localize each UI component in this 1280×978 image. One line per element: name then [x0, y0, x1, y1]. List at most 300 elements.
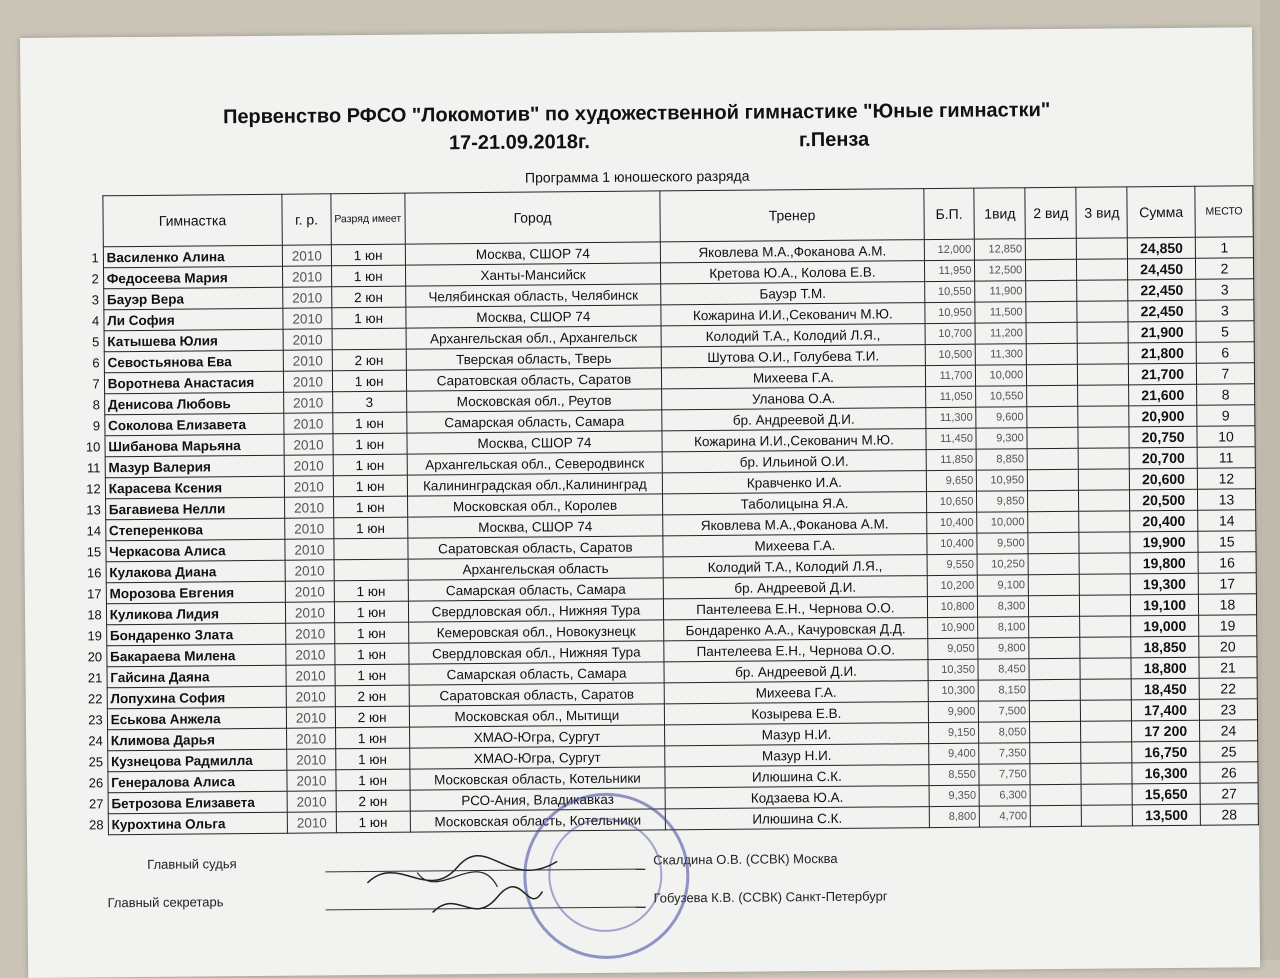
cell-name: Бакараева Милена — [107, 644, 287, 667]
cell-sum: 18,850 — [1131, 636, 1199, 658]
cell-num: 23 — [88, 711, 103, 727]
cell-place: 25 — [1200, 741, 1258, 763]
cell-city: ХМАО-Югра, Сургут — [409, 746, 665, 769]
cell-bp: 11,850 — [926, 449, 977, 470]
cell-v3 — [1081, 700, 1132, 721]
cell-v3 — [1079, 532, 1130, 553]
cell-v2 — [1030, 700, 1081, 721]
cell-sum: 20,600 — [1130, 468, 1198, 490]
cell-name: Черкасова Алиса — [106, 539, 286, 562]
cell-city: Московская обл., Реутов — [406, 389, 662, 412]
cell-coach: Мазур Н.И. — [665, 723, 928, 746]
cell-v3 — [1081, 763, 1132, 784]
cell-v1: 8,150 — [979, 680, 1030, 701]
cell-num: 21 — [87, 669, 103, 685]
cell-v1: 11,900 — [975, 281, 1026, 302]
cell-v3 — [1078, 427, 1129, 448]
cell-city: Московская обл., Мытищи — [409, 704, 665, 727]
cell-yr: 2010 — [285, 497, 334, 518]
cell-num: 27 — [88, 795, 104, 811]
cell-name: Генералова Алиса — [108, 770, 288, 793]
cell-yr: 2010 — [285, 476, 334, 497]
cell-v1: 9,300 — [976, 428, 1027, 449]
cell-coach: Мазур Н.И. — [665, 744, 928, 767]
col-year: г. р. — [282, 194, 331, 245]
event-city: г.Пенза — [798, 128, 870, 152]
cell-bp: 10,700 — [925, 323, 976, 344]
cell-num: 8 — [92, 396, 100, 412]
cell-sum: 19,900 — [1130, 531, 1198, 553]
cell-name: Курохтина Ольга — [108, 812, 288, 835]
table-body — [80, 237, 1259, 835]
cell-name: Бауэр Вера — [103, 287, 283, 310]
cell-v1: 7,750 — [979, 764, 1030, 785]
cell-yr: 2010 — [283, 245, 332, 266]
cell-sum: 17 200 — [1132, 720, 1200, 742]
cell-num: 5 — [92, 333, 100, 349]
cell-v2 — [1030, 742, 1081, 763]
cell-place: 11 — [1197, 447, 1255, 469]
cell-name: Кузнецова Радмилла — [107, 749, 287, 772]
cell-bp: 10,400 — [926, 512, 977, 533]
cell-rank: 1 юн — [335, 727, 409, 749]
chief-secretary-name: Гобузева К.В. (ССВК) Санкт-Петербург — [653, 888, 888, 906]
cell-sum: 19,300 — [1131, 573, 1199, 595]
cell-v3 — [1077, 301, 1128, 322]
cell-v3 — [1078, 385, 1129, 406]
cell-rank: 1 юн — [333, 412, 407, 434]
cell-v1: 9,500 — [977, 533, 1028, 554]
cell-bp: 11,450 — [926, 428, 977, 449]
col-name: Гимнастка — [103, 194, 283, 247]
cell-place: 28 — [1200, 804, 1258, 826]
results-sheet — [20, 27, 1260, 978]
cell-bp: 11,950 — [924, 260, 975, 281]
cell-yr: 2010 — [286, 686, 335, 707]
cell-v3 — [1078, 448, 1129, 469]
cell-v2 — [1028, 553, 1079, 574]
cell-v2 — [1028, 574, 1079, 595]
cell-v3 — [1080, 637, 1131, 658]
cell-bp: 10,200 — [927, 575, 978, 596]
cell-city: Московская область, Котельники — [410, 767, 666, 790]
cell-yr: 2010 — [287, 749, 336, 770]
cell-num: 26 — [88, 774, 104, 790]
cell-v2 — [1029, 616, 1080, 637]
cell-city: ХМАО-Югра, Сургут — [409, 725, 665, 748]
cell-place: 17 — [1198, 573, 1256, 595]
cell-v3 — [1079, 511, 1130, 532]
cell-v1: 8,100 — [978, 617, 1029, 638]
cell-place: 13 — [1197, 489, 1255, 511]
cell-city: Свердловская обл., Нижняя Тура — [408, 599, 664, 622]
cell-rank: 1 юн — [333, 517, 407, 539]
cell-city: Московская обл., Королев — [407, 494, 663, 517]
cell-sum: 15,650 — [1132, 783, 1200, 805]
cell-coach: Илюшина С.К. — [666, 807, 929, 830]
cell-coach: Шутова О.И., Голубева Т.И. — [662, 345, 925, 368]
cell-rank: 2 юн — [335, 685, 409, 707]
cell-bp: 11,700 — [925, 365, 976, 386]
cell-name: Куликова Лидия — [106, 602, 286, 625]
cell-yr: 2010 — [284, 371, 333, 392]
cell-bp: 11,300 — [925, 407, 976, 428]
cell-v2 — [1027, 448, 1078, 469]
cell-num: 17 — [87, 585, 102, 601]
cell-coach: Кодзаева Ю.А. — [665, 786, 928, 809]
cell-v1: 8,850 — [977, 449, 1028, 470]
cell-place: 23 — [1199, 699, 1257, 721]
cell-coach: бр. Андреевой Д.И. — [662, 408, 925, 431]
cell-sum: 18,800 — [1131, 657, 1199, 679]
cell-sum: 20,400 — [1130, 510, 1198, 532]
wall-background — [1260, 0, 1280, 960]
cell-v1: 10,250 — [977, 554, 1028, 575]
cell-name: Кулакова Диана — [106, 560, 286, 583]
cell-city: Московская область, Котельники — [410, 809, 666, 832]
cell-v2 — [1026, 343, 1077, 364]
cell-v2 — [1030, 721, 1081, 742]
cell-v3 — [1079, 553, 1130, 574]
chief-secretary-label: Главный секретарь — [107, 894, 224, 911]
cell-v1: 9,800 — [978, 638, 1029, 659]
cell-coach: Михеева Г.А. — [663, 534, 926, 557]
chief-judge-name: Скалдина О.В. (ССВК) Москва — [653, 850, 838, 868]
cell-sum: 22,450 — [1128, 279, 1196, 301]
cell-coach: бр. Андреевой Д.И. — [664, 660, 927, 683]
document-title: Первенство РФСО "Локомотив" по художественной гимнастике "Юные гимнастки" — [222, 99, 1051, 129]
cell-v3 — [1080, 658, 1131, 679]
cell-coach: Илюшина С.К. — [665, 765, 928, 788]
cell-num: 4 — [91, 312, 100, 328]
cell-coach: Кретова Ю.А., Колова Е.В. — [661, 261, 924, 284]
cell-sum: 20,750 — [1129, 426, 1197, 448]
event-date: 17-21.09.2018г. — [448, 131, 590, 155]
cell-sum: 17,400 — [1132, 699, 1200, 721]
cell-rank: 1 юн — [331, 244, 405, 266]
cell-yr: 2010 — [283, 308, 332, 329]
col-bp: Б.П. — [923, 188, 974, 239]
cell-num: 12 — [86, 480, 101, 496]
cell-yr: 2010 — [286, 644, 335, 665]
results-table — [79, 185, 1259, 835]
cell-num: 18 — [87, 606, 102, 622]
cell-city: Архангельская область — [408, 557, 664, 580]
cell-rank: 1 юн — [333, 454, 407, 476]
cell-rank: 2 юн — [331, 286, 405, 308]
cell-v1: 8,050 — [979, 722, 1030, 743]
cell-yr: 2010 — [284, 455, 333, 476]
cell-sum: 16,300 — [1132, 762, 1200, 784]
cell-city: Калининградская обл.,Калининград — [407, 473, 663, 496]
cell-place: 6 — [1196, 342, 1254, 364]
cell-yr: 2010 — [287, 728, 336, 749]
cell-yr: 2010 — [283, 287, 332, 308]
cell-v3 — [1080, 679, 1131, 700]
cell-yr: 2010 — [284, 434, 333, 455]
cell-city: Тверская область, Тверь — [406, 347, 662, 370]
cell-coach: Колодий Т.А., Колодий Л.Я., — [663, 555, 926, 578]
cell-bp: 10,650 — [926, 491, 977, 512]
cell-num: 28 — [89, 816, 104, 832]
cell-bp: 12,000 — [924, 239, 975, 260]
cell-place: 7 — [1196, 363, 1254, 385]
cell-v1: 10,000 — [977, 512, 1028, 533]
cell-yr: 2010 — [286, 602, 335, 623]
cell-num: 19 — [87, 627, 102, 643]
cell-v3 — [1077, 238, 1128, 259]
col-v2: 2 вид — [1025, 187, 1077, 238]
cell-num: 10 — [85, 438, 101, 454]
cell-place: 9 — [1197, 405, 1255, 427]
cell-v2 — [1026, 301, 1077, 322]
cell-city: Свердловская обл., Нижняя Тура — [408, 641, 664, 664]
cell-v1: 8,450 — [978, 659, 1029, 680]
cell-name: Мазур Валерия — [105, 455, 285, 478]
cell-bp: 9,900 — [928, 701, 979, 722]
cell-coach: Колодий Т.А., Колодий Л.Я., — [661, 324, 924, 347]
cell-coach: Кравченко И.А. — [663, 471, 926, 494]
cell-rank: 1 юн — [335, 748, 409, 770]
cell-num: 3 — [91, 291, 100, 307]
cell-place: 3 — [1196, 279, 1254, 301]
col-city: Город — [404, 191, 660, 244]
cell-sum: 20,700 — [1129, 447, 1197, 469]
cell-v2 — [1028, 532, 1079, 553]
cell-v3 — [1081, 784, 1132, 805]
cell-bp: 9,050 — [927, 638, 978, 659]
cell-place: 20 — [1199, 636, 1257, 658]
cell-place: 3 — [1196, 300, 1254, 322]
cell-sum: 16,750 — [1132, 741, 1200, 763]
cell-num: 7 — [92, 375, 100, 391]
cell-place: 8 — [1196, 384, 1254, 406]
cell-yr: 2010 — [287, 791, 336, 812]
cell-num: 22 — [87, 690, 103, 706]
cell-city: Москва, СШОР 74 — [405, 305, 661, 328]
cell-v2 — [1030, 763, 1081, 784]
cell-v3 — [1077, 322, 1128, 343]
cell-coach: Уланова О.А. — [662, 387, 925, 410]
cell-coach: Кожарина И.И.,Секованич М.Ю. — [661, 303, 924, 326]
cell-v1: 6,300 — [979, 785, 1030, 806]
cell-v1: 8,300 — [978, 596, 1029, 617]
cell-num: 2 — [91, 270, 99, 286]
cell-name: Воротнева Анастасия — [104, 371, 284, 394]
cell-sum: 20,900 — [1129, 405, 1197, 427]
cell-coach: бр. Ильиной О.И. — [662, 450, 925, 473]
cell-num: 14 — [86, 522, 102, 538]
cell-place: 15 — [1198, 531, 1256, 553]
cell-name: Багавиева Нелли — [105, 497, 285, 520]
cell-rank: 1 юн — [332, 370, 406, 392]
cell-name: Катышева Юлия — [104, 329, 284, 352]
cell-city: Самарская область, Самара — [408, 578, 664, 601]
cell-coach: Бондаренко А.А., Качуровская Д.Д. — [664, 618, 927, 641]
cell-bp: 10,950 — [924, 302, 975, 323]
cell-v2 — [1028, 469, 1079, 490]
cell-sum: 21,900 — [1128, 321, 1196, 343]
cell-num: 15 — [86, 543, 102, 559]
cell-coach: Пантелеева Е.Н., Чернова О.О. — [664, 639, 927, 662]
results-table-wrapper — [79, 185, 1259, 835]
col-v1: 1вид — [974, 188, 1025, 239]
cell-place: 1 — [1195, 237, 1253, 259]
cell-place: 5 — [1196, 321, 1254, 343]
cell-v3 — [1079, 469, 1130, 490]
cell-v2 — [1026, 238, 1077, 259]
cell-city: Ханты-Мансийск — [405, 263, 661, 286]
cell-name: Шибанова Марьяна — [105, 434, 285, 457]
cell-name: Севостьянова Ева — [104, 350, 284, 373]
cell-v3 — [1079, 490, 1130, 511]
cell-rank: 1 юн — [336, 769, 410, 791]
cell-name: Морозова Евгения — [106, 581, 286, 604]
cell-v2 — [1027, 427, 1078, 448]
cell-city: Саратовская область, Саратов — [407, 536, 663, 559]
cell-place: 27 — [1200, 783, 1258, 805]
cell-city: Москва, СШОР 74 — [405, 242, 661, 265]
cell-city: РСО-Ания, Владикавказ — [410, 788, 666, 811]
cell-num: 25 — [88, 753, 104, 769]
cell-num: 20 — [87, 648, 103, 664]
cell-city: Самарская область, Самара — [406, 410, 662, 433]
cell-coach: Яковлева М.А.,Фоканова А.М. — [661, 240, 924, 263]
cell-v2 — [1026, 322, 1077, 343]
cell-num: 24 — [88, 732, 103, 748]
cell-name: Василенко Алина — [103, 245, 283, 268]
cell-yr: 2010 — [284, 413, 333, 434]
cell-rank: 1 юн — [335, 664, 409, 686]
cell-bp: 11,050 — [925, 386, 976, 407]
cell-v3 — [1077, 259, 1128, 280]
cell-name: Бондаренко Злата — [106, 623, 286, 646]
cell-v3 — [1078, 364, 1129, 385]
cell-name: Степеренкова — [105, 518, 285, 541]
cell-num: 11 — [86, 459, 101, 475]
cell-num: 1 — [91, 249, 99, 265]
cell-rank: 1 юн — [333, 475, 407, 497]
cell-bp: 9,150 — [928, 722, 979, 743]
cell-v3 — [1080, 595, 1131, 616]
cell-v3 — [1078, 343, 1129, 364]
program-label: Программа 1 юношеского разряда — [524, 167, 750, 186]
cell-name: Соколова Елизавета — [105, 413, 285, 436]
cell-rank: 1 юн — [334, 601, 408, 623]
cell-v2 — [1029, 658, 1080, 679]
cell-sum: 21,600 — [1129, 384, 1197, 406]
chief-judge-label: Главный судья — [147, 856, 237, 872]
cell-v2 — [1028, 490, 1079, 511]
cell-yr: 2010 — [287, 770, 336, 791]
cell-v1: 12,500 — [975, 260, 1026, 281]
cell-bp: 10,900 — [927, 617, 978, 638]
cell-name: Бетрозова Елизавета — [108, 791, 288, 814]
cell-rank: 1 юн — [333, 496, 407, 518]
cell-yr: 2010 — [285, 518, 334, 539]
cell-v1: 7,500 — [979, 701, 1030, 722]
cell-place: 19 — [1198, 615, 1256, 637]
col-coach: Тренер — [660, 189, 924, 242]
cell-place: 26 — [1200, 762, 1258, 784]
cell-yr: 2010 — [285, 539, 334, 560]
cell-yr: 2010 — [287, 707, 336, 728]
cell-name: Ли София — [104, 308, 284, 331]
cell-sum: 19,800 — [1130, 552, 1198, 574]
cell-rank: 3 — [332, 391, 406, 413]
cell-v1: 10,950 — [977, 470, 1028, 491]
cell-rank — [332, 328, 406, 350]
cell-num: 9 — [92, 417, 101, 433]
cell-coach: Козырева Е.В. — [665, 702, 928, 725]
cell-bp: 9,350 — [929, 785, 980, 806]
cell-yr: 2010 — [286, 665, 335, 686]
cell-v2 — [1027, 406, 1078, 427]
cell-v1: 12,850 — [975, 239, 1026, 260]
cell-sum: 21,700 — [1129, 363, 1197, 385]
cell-city: Самарская область, Самара — [409, 662, 665, 685]
cell-place: 12 — [1197, 468, 1255, 490]
cell-rank: 1 юн — [332, 307, 406, 329]
cell-v1: 10,550 — [976, 386, 1027, 407]
cell-v1: 7,350 — [979, 743, 1030, 764]
cell-city: Москва, СШОР 74 — [407, 515, 663, 538]
cell-coach: Михеева Г.А. — [662, 366, 925, 389]
cell-num: 16 — [86, 564, 102, 580]
cell-v3 — [1082, 805, 1133, 826]
cell-city: Кемеровская обл., Новокузнецк — [408, 620, 664, 643]
cell-bp: 9,550 — [927, 554, 978, 575]
cell-v2 — [1030, 784, 1081, 805]
secretary-signature — [427, 881, 547, 932]
cell-name: Еськова Анжела — [107, 707, 287, 730]
col-v3: 3 вид — [1076, 187, 1128, 238]
cell-v2 — [1028, 511, 1079, 532]
cell-place: 21 — [1199, 657, 1257, 679]
cell-name: Карасева Ксения — [105, 476, 285, 499]
cell-rank: 1 юн — [334, 622, 408, 644]
cell-rank — [334, 559, 408, 581]
cell-sum: 24,450 — [1128, 258, 1196, 280]
cell-bp: 10,800 — [927, 596, 978, 617]
cell-v2 — [1027, 364, 1078, 385]
cell-city: Москва, СШОР 74 — [407, 431, 663, 454]
cell-yr: 2010 — [284, 392, 333, 413]
cell-bp: 10,300 — [928, 680, 979, 701]
cell-sum: 13,500 — [1133, 804, 1201, 826]
cell-v1: 9,850 — [977, 491, 1028, 512]
cell-place: 10 — [1197, 426, 1255, 448]
cell-city: Саратовская область, Саратов — [406, 368, 662, 391]
cell-place: 14 — [1198, 510, 1256, 532]
col-rank: Разряд имеет — [331, 193, 405, 245]
cell-yr: 2010 — [285, 581, 334, 602]
cell-bp: 10,500 — [925, 344, 976, 365]
cell-place: 16 — [1198, 552, 1256, 574]
cell-bp: 8,800 — [929, 806, 980, 827]
cell-rank: 2 юн — [336, 790, 410, 812]
cell-v1: 11,500 — [975, 302, 1026, 323]
cell-bp: 9,650 — [926, 470, 977, 491]
cell-v3 — [1081, 742, 1132, 763]
cell-rank: 1 юн — [333, 433, 407, 455]
cell-city: Челябинская область, Челябинск — [405, 284, 661, 307]
cell-v2 — [1030, 805, 1081, 826]
col-number — [79, 196, 103, 247]
cell-v1: 11,200 — [975, 323, 1026, 344]
cell-rank — [334, 538, 408, 560]
cell-v1: 4,700 — [980, 806, 1031, 827]
